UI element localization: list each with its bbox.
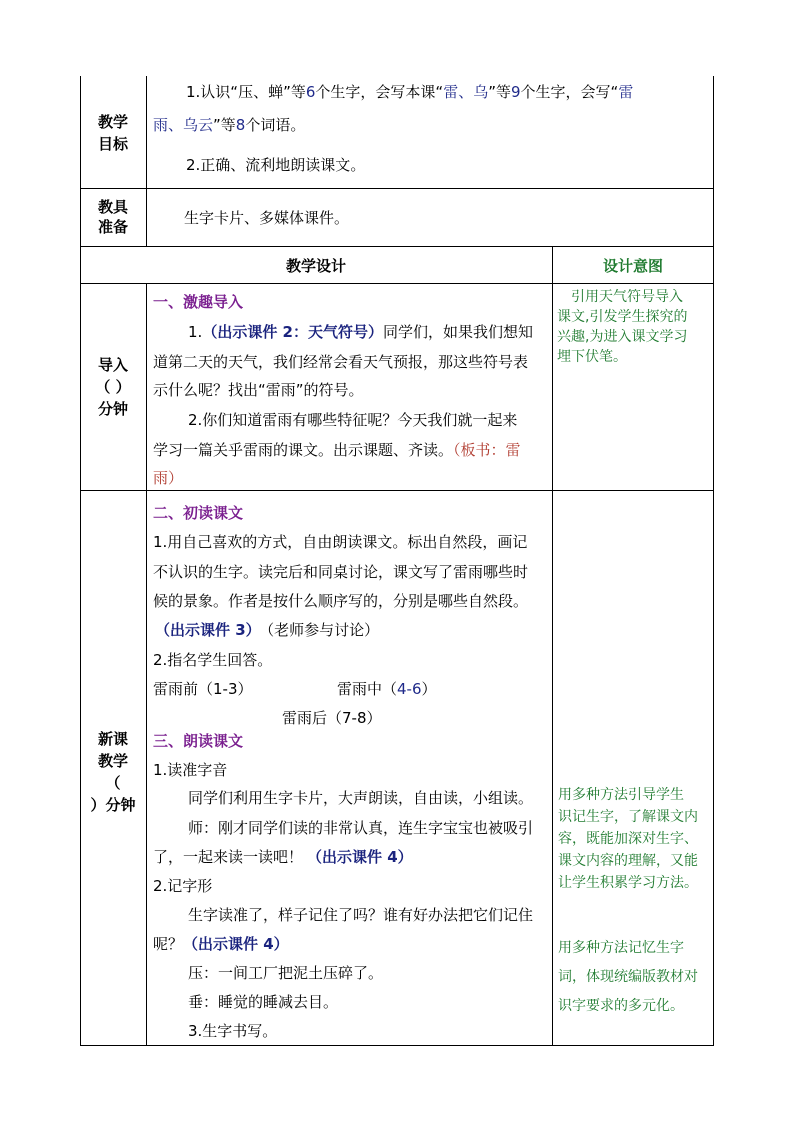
newlesson-intent-b: 用多种方法记忆生字 词，体现统编版教材对 识字要求的多元化。 — [558, 940, 698, 1014]
goals-line-3: 2.正确、流利地朗读课文。 — [186, 156, 366, 174]
design-header: 教学设计 — [285, 257, 346, 275]
read-line-3: 候的景象。作者是按什么顺序写的，分别是哪些自然段。 — [153, 592, 529, 610]
phase-before: 雷雨前（1-3） — [153, 680, 253, 698]
section-2-heading: 二、初读课文 — [153, 504, 244, 522]
intro-para-1-line-2: 道第二天的天气，我们经常会看天气预报，那这些符号表 — [153, 353, 529, 371]
intro-label: 导入 （ ） 分钟 — [95, 356, 131, 418]
tools-text: 生字卡片、多媒体课件。 — [184, 209, 350, 227]
read-line-2: 不认识的生字。读完后和同桌讨论，课文写了雷雨哪些时 — [153, 563, 529, 581]
intent-header: 设计意图 — [602, 257, 663, 275]
read-line-5: 2.指名学生回答。 — [153, 651, 273, 669]
tools-label: 教具 准备 — [97, 198, 128, 236]
label-column-divider — [146, 76, 147, 246]
read-line-4: （出示课件 3） （老师参与讨论） — [155, 621, 380, 639]
intro-para-1-line-1: 1.（出示课件 2：天气符号）同学们，如果我们想知 — [188, 323, 533, 341]
goals-line-2: 雨、乌云”等8个词语。 — [153, 116, 306, 134]
newlesson-label: 新课 教学 （ ）分钟 — [90, 730, 136, 814]
step-9: 垂：睡觉的睡减去目。 — [188, 993, 339, 1011]
row-divider — [80, 283, 714, 284]
goals-label: 教学 目标 — [97, 113, 128, 153]
intro-para-2-line-3: 雨） — [153, 469, 184, 487]
read-line-1: 1.用自己喜欢的方式，自由朗读课文。标出自然段，画记 — [153, 533, 528, 551]
step-5: 2.记字形 — [153, 877, 213, 895]
intro-intent: 引用天气符号导入 课文,引发学生探究的 兴趣,为进入课文学习 埋下伏笔。 — [557, 289, 688, 365]
row-divider — [80, 188, 714, 189]
step-2: 同学们利用生字卡片，大声朗读，自由读，小组读。 — [188, 789, 534, 807]
table-border-right — [713, 76, 714, 1046]
intro-heading: 一、激趣导入 — [153, 293, 244, 311]
intro-para-2-line-1: 2.你们知道雷雨有哪些特征呢？今天我们就一起来 — [188, 411, 518, 429]
phase-after: 雷雨后（7-8） — [282, 709, 382, 727]
phase-during: 雷雨中（4-6） — [337, 680, 437, 698]
step-8: 压：一间工厂把泥土压碎了。 — [188, 964, 384, 982]
label-column-divider — [146, 283, 147, 1046]
row-divider — [80, 490, 714, 491]
step-4: 了，一起来读一读吧！ （出示课件 4） — [153, 848, 413, 866]
table-border-bottom — [80, 1045, 714, 1046]
step-6: 生字读准了，样子记住了吗？谁有好办法把它们记住 — [188, 906, 534, 924]
intent-column-divider — [552, 246, 553, 1046]
intro-para-1-line-3: 示什么呢？找出“雷雨”的符号。 — [153, 381, 364, 399]
intro-para-2-line-2: 学习一篇关乎雷雨的课文。出示课题、齐读。（板书：雷 — [153, 441, 521, 459]
row-divider — [80, 246, 714, 247]
step-1: 1.读准字音 — [153, 761, 228, 779]
newlesson-intent-a: 用多种方法引导学生 识记生字，了解课文内 容，既能加深对生字、 课文内容的理解，又能 让学生积累学习方法。 — [558, 787, 698, 891]
step-3: 师：刚才同学们读的非常认真，连生字宝宝也被吸引 — [188, 819, 534, 837]
step-10: 3.生字书写。 — [188, 1022, 278, 1040]
goals-line-1: 1.认识“压、蝉”等6个生字，会写本课“雷、乌”等9个生字，会写“雷 — [186, 83, 634, 101]
section-3-heading: 三、朗读课文 — [153, 732, 244, 750]
step-7: 呢？（出示课件 4） — [153, 935, 289, 953]
